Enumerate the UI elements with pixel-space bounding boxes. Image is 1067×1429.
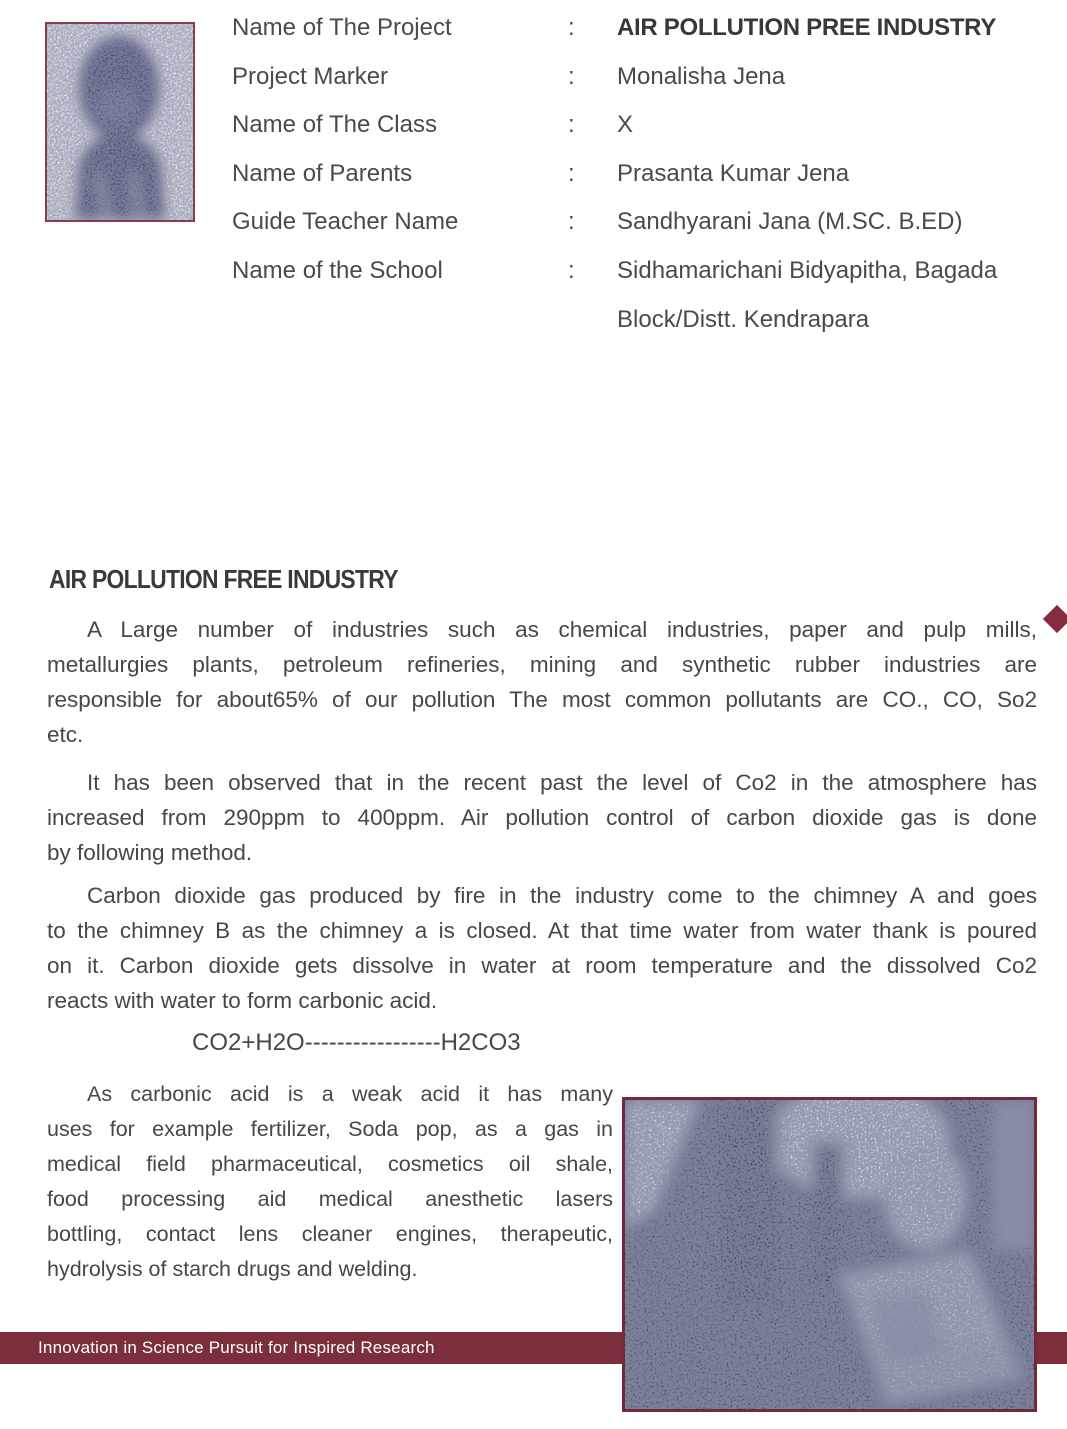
info-label: Name of Parents bbox=[232, 159, 413, 187]
paragraph-line: uses for example fertilizer, Soda pop, as a gas in bbox=[47, 1117, 613, 1141]
info-value: X bbox=[617, 111, 634, 139]
info-separator: : bbox=[568, 159, 575, 187]
project-info-table bbox=[232, 4, 1067, 344]
info-value: Prasanta Kumar Jena bbox=[617, 159, 850, 187]
section-heading: AIR POLLUTION FREE INDUSTRY bbox=[49, 564, 398, 594]
info-row-marker bbox=[232, 53, 1067, 102]
info-value: Monalisha Jena bbox=[617, 62, 786, 90]
industry-photo-image bbox=[625, 1100, 1034, 1409]
info-separator: : bbox=[568, 14, 575, 41]
paragraph-line: on it. Carbon dioxide gets dissolve in water at room temperature and the dissolved Co2 bbox=[47, 953, 1037, 978]
info-row-project bbox=[232, 4, 1067, 53]
paragraph-1 bbox=[47, 612, 1037, 752]
info-row-class bbox=[232, 101, 1067, 150]
info-separator: : bbox=[568, 256, 575, 284]
paragraph-line: medical field pharmaceutical, cosmetics oil shale, bbox=[47, 1152, 613, 1176]
paragraph-line: food processing aid medical anesthetic lasers bbox=[47, 1187, 613, 1211]
info-label: Guide Teacher Name bbox=[232, 208, 459, 236]
paragraph-line: increased from 290ppm to 400ppm. Air pollution control of carbon dioxide gas is done bbox=[47, 805, 1037, 830]
info-value: Sidhamarichani Bidyapitha, Bagada Block/Distt. Kendrapara bbox=[617, 256, 998, 333]
paragraph-line: hydrolysis of starch drugs and welding. bbox=[47, 1257, 418, 1281]
info-label: Name of the School bbox=[232, 256, 443, 284]
paragraph-line: bottling, contact lens cleaner engines, therapeutic, bbox=[47, 1222, 613, 1246]
paragraph-line: metallurgies plants, petroleum refineries, mining and synthetic rubber industries are bbox=[47, 652, 1037, 677]
info-separator: : bbox=[568, 62, 575, 90]
industry-photo bbox=[622, 1097, 1037, 1412]
info-row-school bbox=[232, 247, 1067, 344]
info-value: AIR POLLUTION PREE INDUSTRY bbox=[617, 14, 997, 41]
paragraph-line: As carbonic acid is a weak acid it has many bbox=[87, 1082, 613, 1106]
paragraph-line: reacts with water to form carbonic acid. bbox=[47, 988, 438, 1013]
student-photo-image bbox=[47, 24, 193, 220]
paragraph-line: A Large number of industries such as chemical industries, paper and pulp mills, bbox=[87, 617, 1037, 642]
info-separator: : bbox=[568, 208, 575, 236]
accent-diamond-icon bbox=[1043, 605, 1067, 633]
chemical-formula: CO2+H2O-----------------H2CO3 bbox=[192, 1029, 521, 1056]
paragraph-line: responsible for about65% of our pollution The most common pollutants are CO., CO, So2 bbox=[47, 687, 1037, 712]
info-row-parents bbox=[232, 150, 1067, 199]
paragraph-2 bbox=[47, 765, 1037, 870]
paragraph-line: It has been observed that in the recent past the level of Co2 in the atmosphere has bbox=[87, 770, 1037, 795]
paragraph-line: by following method. bbox=[47, 840, 253, 865]
info-row-teacher bbox=[232, 198, 1067, 247]
paragraph-line: etc. bbox=[47, 722, 84, 747]
paragraph-3 bbox=[47, 878, 1037, 1018]
info-label: Project Marker bbox=[232, 62, 389, 90]
info-label: Name of The Class bbox=[232, 111, 437, 139]
info-label: Name of The Project bbox=[232, 14, 452, 41]
footer-banner-text: Innovation in Science Pursuit for Inspired Research bbox=[38, 1338, 435, 1357]
paragraph-line: Carbon dioxide gas produced by fire in the industry come to the chimney A and goes bbox=[87, 883, 1037, 908]
paragraph-4 bbox=[47, 1077, 613, 1287]
info-separator: : bbox=[568, 111, 575, 139]
student-photo bbox=[45, 22, 195, 222]
paragraph-line: to the chimney B as the chimney a is closed. At that time water from water thank is poured bbox=[47, 918, 1037, 943]
info-value: Sandhyarani Jana (M.SC. B.ED) bbox=[617, 208, 963, 236]
